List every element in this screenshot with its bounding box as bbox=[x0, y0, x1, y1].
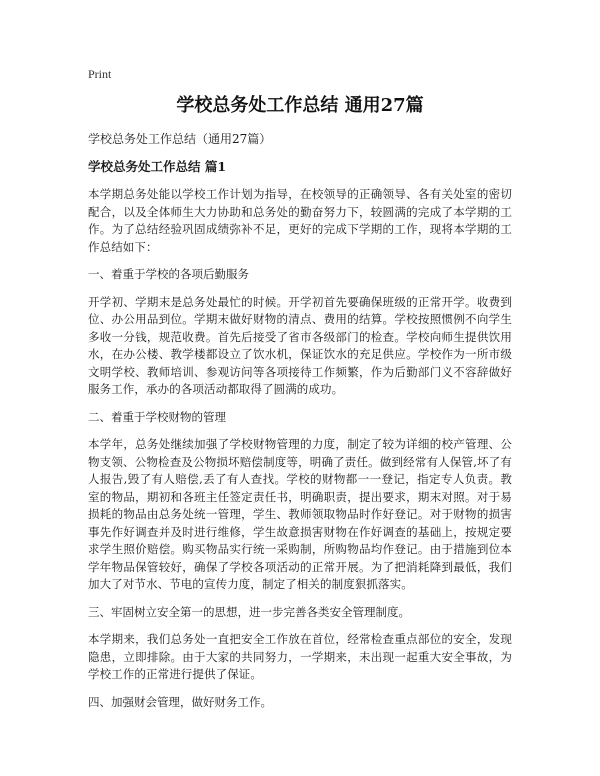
section-title: 学校总务处工作总结 篇1 bbox=[88, 159, 227, 174]
intro-paragraph: 本学期总务处能以学校工作计划为指导，在校领导的正确领导、各有关处室的密切配合，以及全体师生大力协助和总务处的勤奋努力下，较圆满的完成了本学期的工作。为了总结经验巩固成绩弥补不足，更好的完成下学期的工作，现将本学期的工作总结如下： bbox=[88, 187, 512, 254]
heading-safety: 三、牢固树立安全第一的思想，进一步完善各类安全管理制度。 bbox=[88, 604, 410, 619]
document-title: 学校总务处工作总结 通用27篇 bbox=[176, 95, 424, 116]
print-link[interactable]: Print bbox=[88, 67, 112, 81]
paragraph-safety: 本学期来，我们总务处一直把安全工作放在首位，经常检查重点部位的安全，发现隐患，立即排除。由于大家的共同努力，一学期来，未出现一起重大安全事故，为学校工作的正常进行提供了保证。 bbox=[88, 632, 512, 681]
paragraph-property: 本学年，总务处继续加强了学校财物管理的力度，制定了较为详细的校产管理、公物支领、公物检查及公物损坏赔偿制度等，明确了责任。做到经常有人保管,坏了有人报告,毁了有人赔偿,丢了有人查找。学校的财物都一一登记，指定专人负责。教室的物品，期初和各班主任签定责任书，明确职责，提出要求，期末对照。对于易损耗的物品由总务处统一管理，学生、教师领取物品时作好登记。对于财物的损害事先作好调查并及时进行维修，学生故意损害财物在作好调查的基础上，按规定要求学生照价赔偿。购买物品实行统一采购制，所购物品均作登记。由于措施到位本学年物品保管较好，确保了学校各项活动的正常开展。为了把消耗降到最低，我们加大了对节水、节电的宣传力度，制定了相关的制度狠抓落实。 bbox=[88, 437, 512, 591]
heading-logistics: 一、着重于学校的各项后勤服务 bbox=[88, 267, 249, 281]
heading-finance: 四、加强财会管理，做好财务工作。 bbox=[88, 694, 272, 709]
paragraph-logistics: 开学初、学期末是总务处最忙的时候。开学初首先要确保班级的正常开学。收费到位、办公用品到位。学期末做好财物的清点、费用的结算。学校按照惯例不向学生多收一分钱，规范收费。首先后接受了省市各级部门的检查。学校向师生提供饮用水，在办公楼、教学楼都设立了饮水机，保证饮水的充足供应。学校作为一所市级文明学校、教师培训、参观访问等各项接待工作频繁，作为后勤部门义不容辞做好服务工作，承办的各项活动都取得了圆满的成功。 bbox=[88, 294, 512, 396]
heading-property: 二、着重于学校财物的管理 bbox=[88, 409, 226, 424]
document-subtitle: 学校总务处工作总结（通用27篇） bbox=[88, 132, 272, 146]
